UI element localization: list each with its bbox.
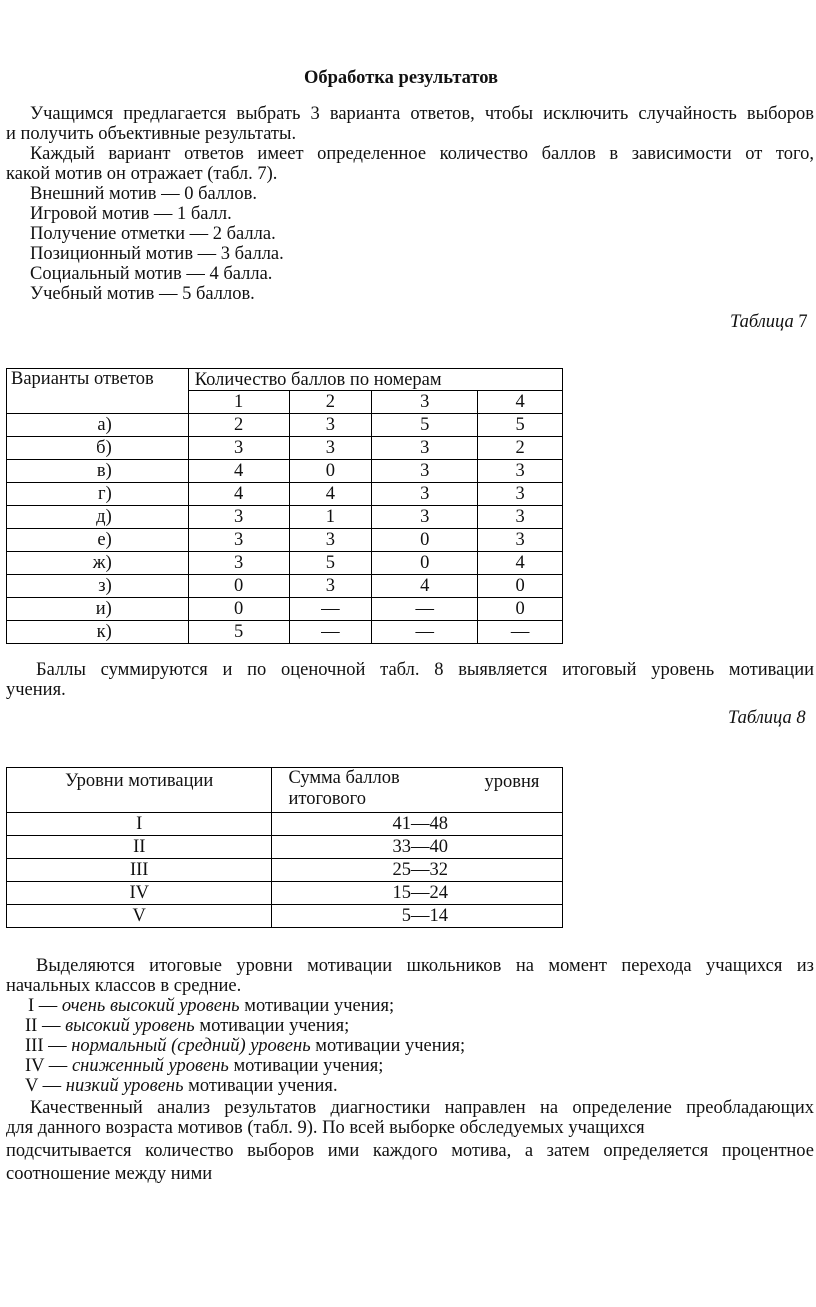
table-7-score-cell: — bbox=[478, 621, 563, 644]
motive-item: Учебный мотив — 5 баллов. bbox=[30, 284, 255, 304]
levels-intro-line-2: начальных классов в средние. bbox=[6, 976, 242, 996]
table-7-score-cell: 3 bbox=[478, 506, 563, 529]
table-7-score-cell: 5 bbox=[188, 621, 289, 644]
table-7-score-cell: 3 bbox=[289, 575, 372, 598]
table-8-range-cell: 41—48 bbox=[272, 813, 563, 836]
table-7-row bbox=[7, 575, 563, 598]
table-7-score-cell: — bbox=[289, 621, 372, 644]
level-item bbox=[25, 1016, 349, 1037]
level-description: мотивации учения; bbox=[315, 1036, 466, 1056]
level-name: нормальный (средний) уровень bbox=[71, 1036, 311, 1056]
table-8-range-cell: 25—32 bbox=[272, 859, 563, 882]
table-8 bbox=[6, 767, 563, 928]
table-7-score-cell: 4 bbox=[188, 483, 289, 506]
table-7-row bbox=[7, 529, 563, 552]
table-7-score-cell: — bbox=[289, 598, 372, 621]
table-7-body bbox=[7, 414, 563, 644]
level-number: I — bbox=[28, 996, 58, 1016]
table-7-score-cell: 2 bbox=[188, 414, 289, 437]
table-7-variant-label: и) bbox=[7, 598, 189, 621]
table-7-score-cell: 0 bbox=[372, 529, 478, 552]
table-7-score-cell: 4 bbox=[188, 460, 289, 483]
table-8-level-cell: I bbox=[7, 813, 272, 836]
table-7-score-cell: 3 bbox=[289, 437, 372, 460]
table-7-score-cell: 0 bbox=[289, 460, 372, 483]
level-item bbox=[25, 1056, 383, 1077]
table-7-score-cell: 3 bbox=[188, 437, 289, 460]
table-7-caption-number: 7 bbox=[798, 312, 808, 332]
table-7-variant-label: к) bbox=[7, 621, 189, 644]
table-7-score-cell: 3 bbox=[372, 460, 478, 483]
table-7-score-cell: 4 bbox=[372, 575, 478, 598]
table-7-score-cell: 3 bbox=[478, 460, 563, 483]
table-8-range-cell: 33—40 bbox=[272, 836, 563, 859]
table-7-number-header: 4 bbox=[478, 391, 563, 414]
table-7-row bbox=[7, 598, 563, 621]
summary-line-2: учения. bbox=[6, 680, 66, 700]
table-7-score-cell: 3 bbox=[289, 529, 372, 552]
level-name: очень высокий уровень bbox=[61, 996, 240, 1016]
motive-item: Получение отметки — 2 балла. bbox=[30, 224, 276, 244]
level-number: II — bbox=[25, 1016, 61, 1036]
table-7-score-cell: 3 bbox=[372, 437, 478, 460]
table-8-level-cell: III bbox=[7, 859, 272, 882]
table-7-score-cell: 0 bbox=[478, 598, 563, 621]
table-7-score-cell: 0 bbox=[188, 575, 289, 598]
level-item bbox=[25, 1076, 338, 1097]
table-7-score-cell: 5 bbox=[289, 552, 372, 575]
level-item bbox=[28, 996, 394, 1017]
closing-line-4: соотношение между ними bbox=[6, 1164, 213, 1184]
table-8-caption: Таблица 8 bbox=[728, 708, 806, 728]
intro-paragraph-2-line-1: Каждый вариант ответов имеет определенное количество баллов в зависимости от того, bbox=[30, 144, 814, 164]
table-8-row bbox=[7, 882, 563, 905]
page-title: Обработка результатов bbox=[304, 68, 499, 88]
level-item bbox=[25, 1036, 465, 1057]
table-7 bbox=[6, 368, 563, 644]
table-7-number-header: 3 bbox=[372, 391, 478, 414]
table-8-level-cell: IV bbox=[7, 882, 272, 905]
table-7-variant-label: в) bbox=[7, 460, 189, 483]
closing-line-3: подсчитывается количество выборов ими каждого мотива, а затем определяется процентное bbox=[6, 1141, 814, 1161]
table-8-col-header-levels: Уровни мотивации bbox=[7, 768, 272, 813]
table-7-variant-label: д) bbox=[7, 506, 189, 529]
table-7-score-cell: 3 bbox=[372, 506, 478, 529]
table-8-level-cell: V bbox=[7, 905, 272, 928]
level-description: мотивации учения; bbox=[244, 996, 395, 1016]
table-7-row bbox=[7, 483, 563, 506]
intro-paragraph-1-line-1: Учащимся предлагается выбрать 3 варианта ответов, чтобы исключить случайность выборов bbox=[30, 104, 814, 124]
table-7-score-cell: 0 bbox=[372, 552, 478, 575]
motive-item: Позиционный мотив — 3 балла. bbox=[30, 244, 284, 264]
table-7-group-header: Количество баллов по номерам bbox=[188, 369, 562, 391]
table-7-row bbox=[7, 460, 563, 483]
closing-line-1: Качественный анализ результатов диагностики направлен на определение преобладающих bbox=[30, 1098, 814, 1118]
table-7-row bbox=[7, 621, 563, 644]
level-name: сниженный уровень bbox=[71, 1056, 229, 1076]
table-7-number-header: 2 bbox=[289, 391, 372, 414]
table-7-row bbox=[7, 506, 563, 529]
table-7-score-cell: 4 bbox=[478, 552, 563, 575]
table-7-score-cell: 0 bbox=[188, 598, 289, 621]
summary-line-1: Баллы суммируются и по оценочной табл. 8 выявляется итоговый уровень мотивации bbox=[36, 660, 814, 680]
table-8-col-header-sum-b: уровня bbox=[484, 772, 540, 792]
table-7-score-cell: 3 bbox=[372, 483, 478, 506]
table-7-row bbox=[7, 552, 563, 575]
level-number: III — bbox=[25, 1036, 67, 1056]
table-8-col-header-sum-c: итогового bbox=[288, 789, 367, 809]
table-7-score-cell: 5 bbox=[372, 414, 478, 437]
table-7-caption bbox=[730, 312, 808, 333]
intro-paragraph-2-line-2: какой мотив он отражает (табл. 7). bbox=[6, 164, 278, 184]
table-7-score-cell: — bbox=[372, 621, 478, 644]
level-name: высокий уровень bbox=[65, 1016, 195, 1036]
table-8-level-cell: II bbox=[7, 836, 272, 859]
level-description: мотивации учения; bbox=[199, 1016, 350, 1036]
motive-item: Внешний мотив — 0 баллов. bbox=[30, 184, 257, 204]
intro-paragraph-1-line-2: и получить объективные результаты. bbox=[6, 124, 297, 144]
table-7-variant-label: г) bbox=[7, 483, 189, 506]
table-7-score-cell: 2 bbox=[478, 437, 563, 460]
table-7-variant-label: ж) bbox=[7, 552, 189, 575]
table-7-score-cell: 3 bbox=[188, 529, 289, 552]
table-7-number-header: 1 bbox=[188, 391, 289, 414]
table-7-variant-label: б) bbox=[7, 437, 189, 460]
table-7-score-cell: 1 bbox=[289, 506, 372, 529]
table-7-score-cell: 5 bbox=[478, 414, 563, 437]
table-7-score-cell: 4 bbox=[289, 483, 372, 506]
table-8-row bbox=[7, 905, 563, 928]
table-7-score-cell: 3 bbox=[188, 552, 289, 575]
motive-item: Игровой мотив — 1 балл. bbox=[30, 204, 232, 224]
table-8-row bbox=[7, 836, 563, 859]
table-7-caption-word: Таблица bbox=[730, 312, 794, 332]
level-number: V — bbox=[25, 1076, 62, 1096]
table-7-variant-label: е) bbox=[7, 529, 189, 552]
table-7-variant-label: а) bbox=[7, 414, 189, 437]
level-number: IV — bbox=[25, 1056, 68, 1076]
table-7-score-cell: — bbox=[372, 598, 478, 621]
table-8-row bbox=[7, 813, 563, 836]
motive-item: Социальный мотив — 4 балла. bbox=[30, 264, 273, 284]
table-7-row bbox=[7, 414, 563, 437]
closing-line-2: для данного возраста мотивов (табл. 9). По всей выборке обследуемых учащихся bbox=[6, 1118, 645, 1138]
table-8-body bbox=[7, 813, 563, 928]
table-7-variant-label: з) bbox=[7, 575, 189, 598]
table-8-col-header-sum bbox=[272, 768, 563, 813]
table-8-col-header-sum-a: Сумма баллов bbox=[288, 768, 400, 788]
level-name: низкий уровень bbox=[65, 1076, 184, 1096]
table-8-range-cell: 5—14 bbox=[272, 905, 563, 928]
table-7-col-header-variants: Варианты ответов bbox=[7, 369, 189, 414]
table-7-score-cell: 3 bbox=[478, 483, 563, 506]
table-8-row bbox=[7, 859, 563, 882]
table-7-row bbox=[7, 437, 563, 460]
table-7-score-cell: 3 bbox=[188, 506, 289, 529]
table-8-range-cell: 15—24 bbox=[272, 882, 563, 905]
table-7-score-cell: 3 bbox=[289, 414, 372, 437]
level-description: мотивации учения. bbox=[188, 1076, 338, 1096]
levels-intro-line-1: Выделяются итоговые уровни мотивации школьников на момент перехода учащихся из bbox=[36, 956, 814, 976]
level-description: мотивации учения; bbox=[233, 1056, 384, 1076]
table-7-score-cell: 3 bbox=[478, 529, 563, 552]
table-7-score-cell: 0 bbox=[478, 575, 563, 598]
